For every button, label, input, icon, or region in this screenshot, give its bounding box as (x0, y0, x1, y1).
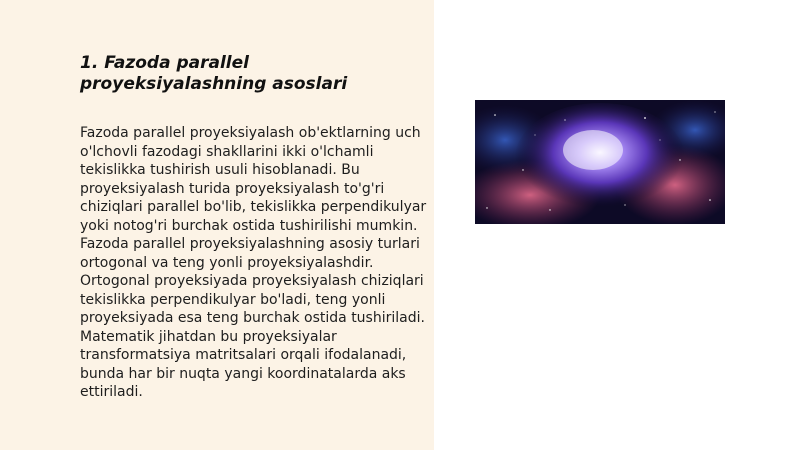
nebula-image (475, 100, 725, 224)
slide-body-text: Fazoda parallel proyeksiyalash ob'ektlarning uch o'lchovli fazodagi shakllarini ikki o'lchamli tekislikka tushirish usuli hisoblanadi. Bu proyeksiyalash turida proyeksiyalash to'g'ri chiziqlari parallel bo'lib, tekislikka perpendikulyar yoki notog'ri burchak ostida tushirilishi mumkin. Fazoda parallel proyeksiyalashning asosiy turlari ortogonal va teng yonli proyeksiyalashdir. Ortogonal proyeksiyada proyeksiyalash chiziqlari tekislikka perpendikulyar bo'ladi, teng yonli proyeksiyada esa teng burchak ostida tushiriladi. Matematik jihatdan bu proyeksiyalar transformatsiya matritsalari orqali ifodalanadi, bunda har bir nuqta yangi koordinatalarda aks ettiriladi. (80, 125, 427, 400)
slide-title: 1. Fazoda parallel proyeksiyalashning asoslari (80, 53, 348, 94)
